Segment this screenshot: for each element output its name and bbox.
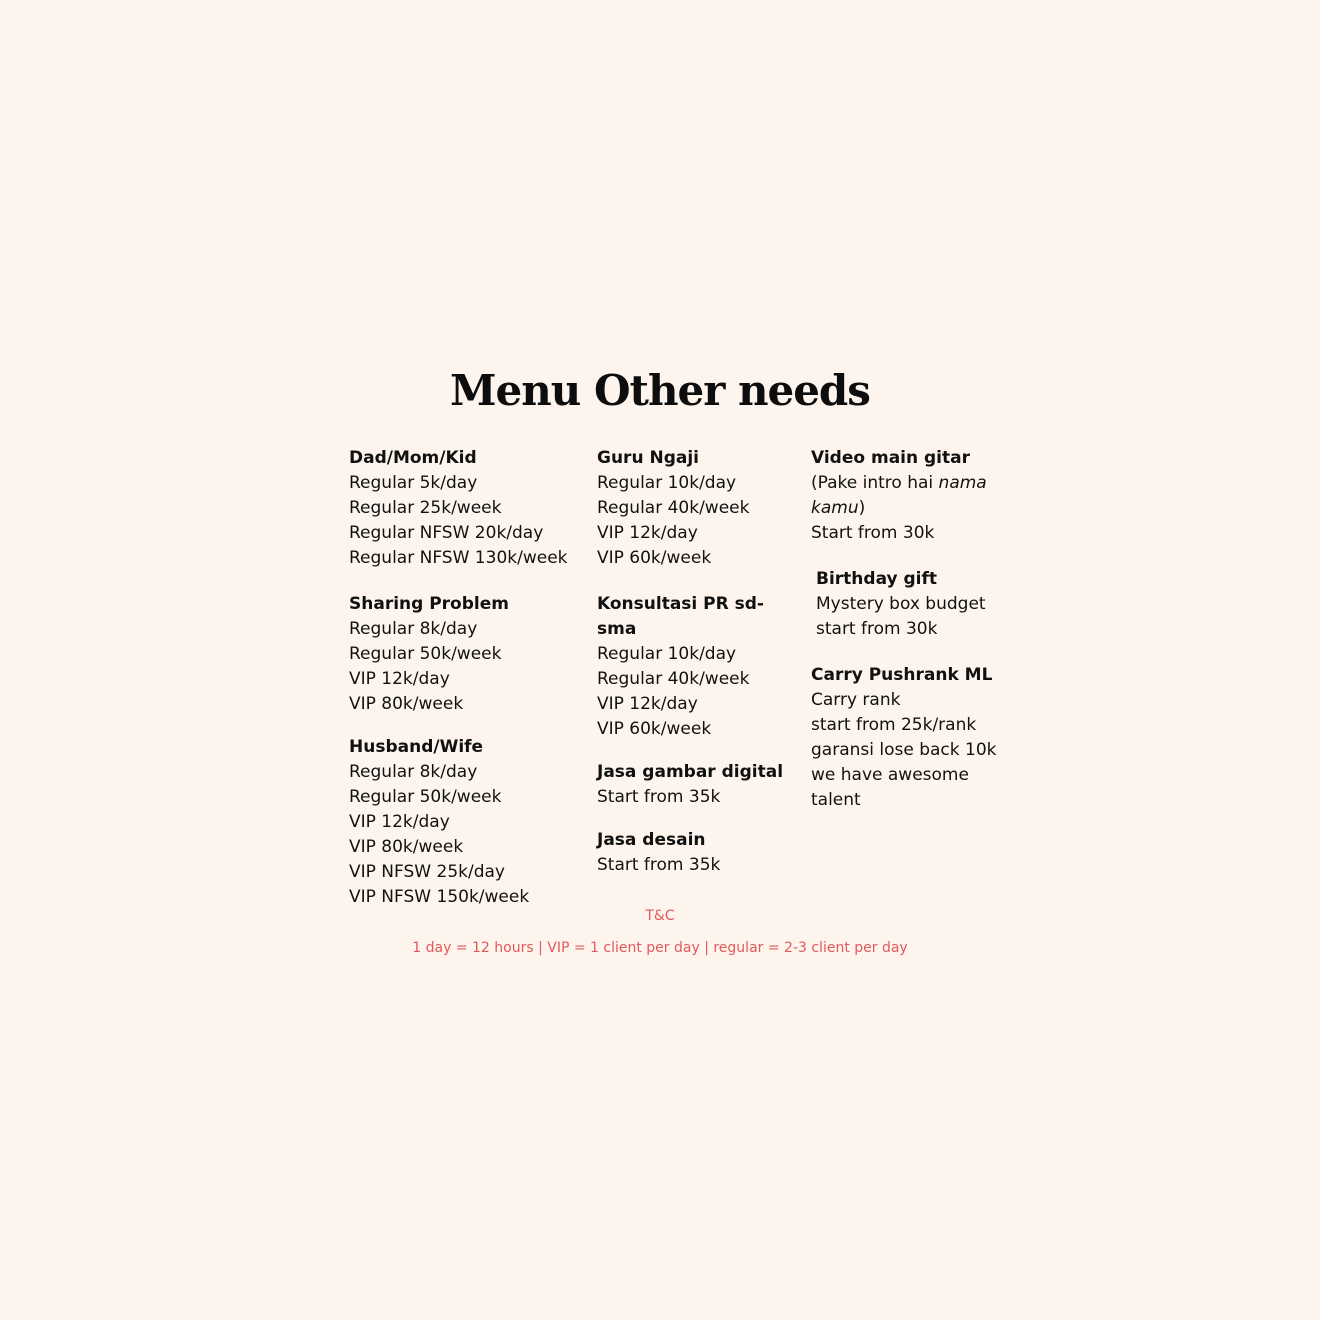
menu-section-dad-mom-kid	[349, 446, 589, 571]
price-line: Regular 50k/week	[349, 787, 502, 807]
terms-title: T&C	[645, 908, 675, 924]
menu-column-3	[811, 446, 1001, 813]
menu-section-video-main-gitar	[811, 446, 1001, 546]
price-line: Regular 5k/day	[349, 473, 478, 493]
price-line: Regular 50k/week	[349, 644, 502, 664]
menu-section-sharing-problem	[349, 592, 589, 717]
section-heading: Birthday gift	[816, 569, 938, 589]
section-heading: Jasa desain	[597, 830, 706, 850]
price-line: Regular 25k/week	[349, 498, 502, 518]
section-heading: Jasa gambar digital	[597, 762, 784, 782]
intro-italic: nama kamu	[811, 473, 987, 518]
price-line: Regular 40k/week	[597, 669, 750, 689]
section-heading: Sharing Problem	[349, 594, 509, 614]
menu-section-jasa-gambar-digital	[597, 760, 803, 810]
price-line: VIP 12k/day	[349, 669, 450, 689]
menu-column-2	[597, 446, 803, 878]
price-line: Regular NFSW 20k/day	[349, 523, 544, 543]
section-heading: Konsultasi PR sd-sma	[597, 594, 764, 639]
price-line: start from 25k/rank	[811, 715, 977, 735]
section-heading: Video main gitar	[811, 448, 970, 468]
price-line: we have awesome talent	[811, 765, 969, 810]
menu-section-jasa-desain	[597, 828, 803, 878]
section-heading: Husband/Wife	[349, 737, 484, 757]
price-line: VIP 12k/day	[597, 523, 698, 543]
price-line: VIP 60k/week	[597, 719, 712, 739]
intro-suffix: )	[858, 498, 866, 518]
price-line: Regular 10k/day	[597, 644, 737, 664]
price-line: Regular NFSW 130k/week	[349, 548, 568, 568]
menu-section-carry-pushrank	[811, 663, 1001, 813]
price-line: Regular 10k/day	[597, 473, 737, 493]
price-line: Start from 30k	[811, 523, 935, 543]
price-line: VIP NFSW 150k/week	[349, 887, 530, 907]
section-heading: Guru Ngaji	[597, 448, 699, 468]
menu-column-1	[349, 446, 589, 910]
price-line: Regular 8k/day	[349, 762, 478, 782]
price-line: garansi lose back 10k	[811, 740, 997, 760]
menu-section-guru-ngaji	[597, 446, 803, 571]
terms-note: 1 day = 12 hours | VIP = 1 client per day | regular = 2-3 client per day	[412, 940, 908, 956]
price-line: Carry rank	[811, 690, 901, 710]
price-line: Start from 35k	[597, 855, 721, 875]
page-title: Menu Other needs	[450, 366, 870, 415]
price-line: VIP NFSW 25k/day	[349, 862, 505, 882]
price-line: Regular 8k/day	[349, 619, 478, 639]
section-heading: Dad/Mom/Kid	[349, 448, 477, 468]
price-line: VIP 80k/week	[349, 694, 464, 714]
price-line: VIP 60k/week	[597, 548, 712, 568]
intro-prefix: (Pake intro hai	[811, 473, 939, 493]
price-line: start from 30k	[816, 619, 938, 639]
price-line: VIP 80k/week	[349, 837, 464, 857]
price-line: VIP 12k/day	[597, 694, 698, 714]
price-line: Mystery box budget	[816, 594, 986, 614]
price-line: VIP 12k/day	[349, 812, 450, 832]
intro-line	[811, 471, 1001, 521]
price-line: Start from 35k	[597, 787, 721, 807]
section-heading: Carry Pushrank ML	[811, 665, 993, 685]
menu-section-birthday-gift	[811, 567, 1001, 642]
price-line: Regular 40k/week	[597, 498, 750, 518]
menu-section-konsultasi-pr	[597, 592, 803, 742]
menu-section-husband-wife	[349, 735, 589, 910]
